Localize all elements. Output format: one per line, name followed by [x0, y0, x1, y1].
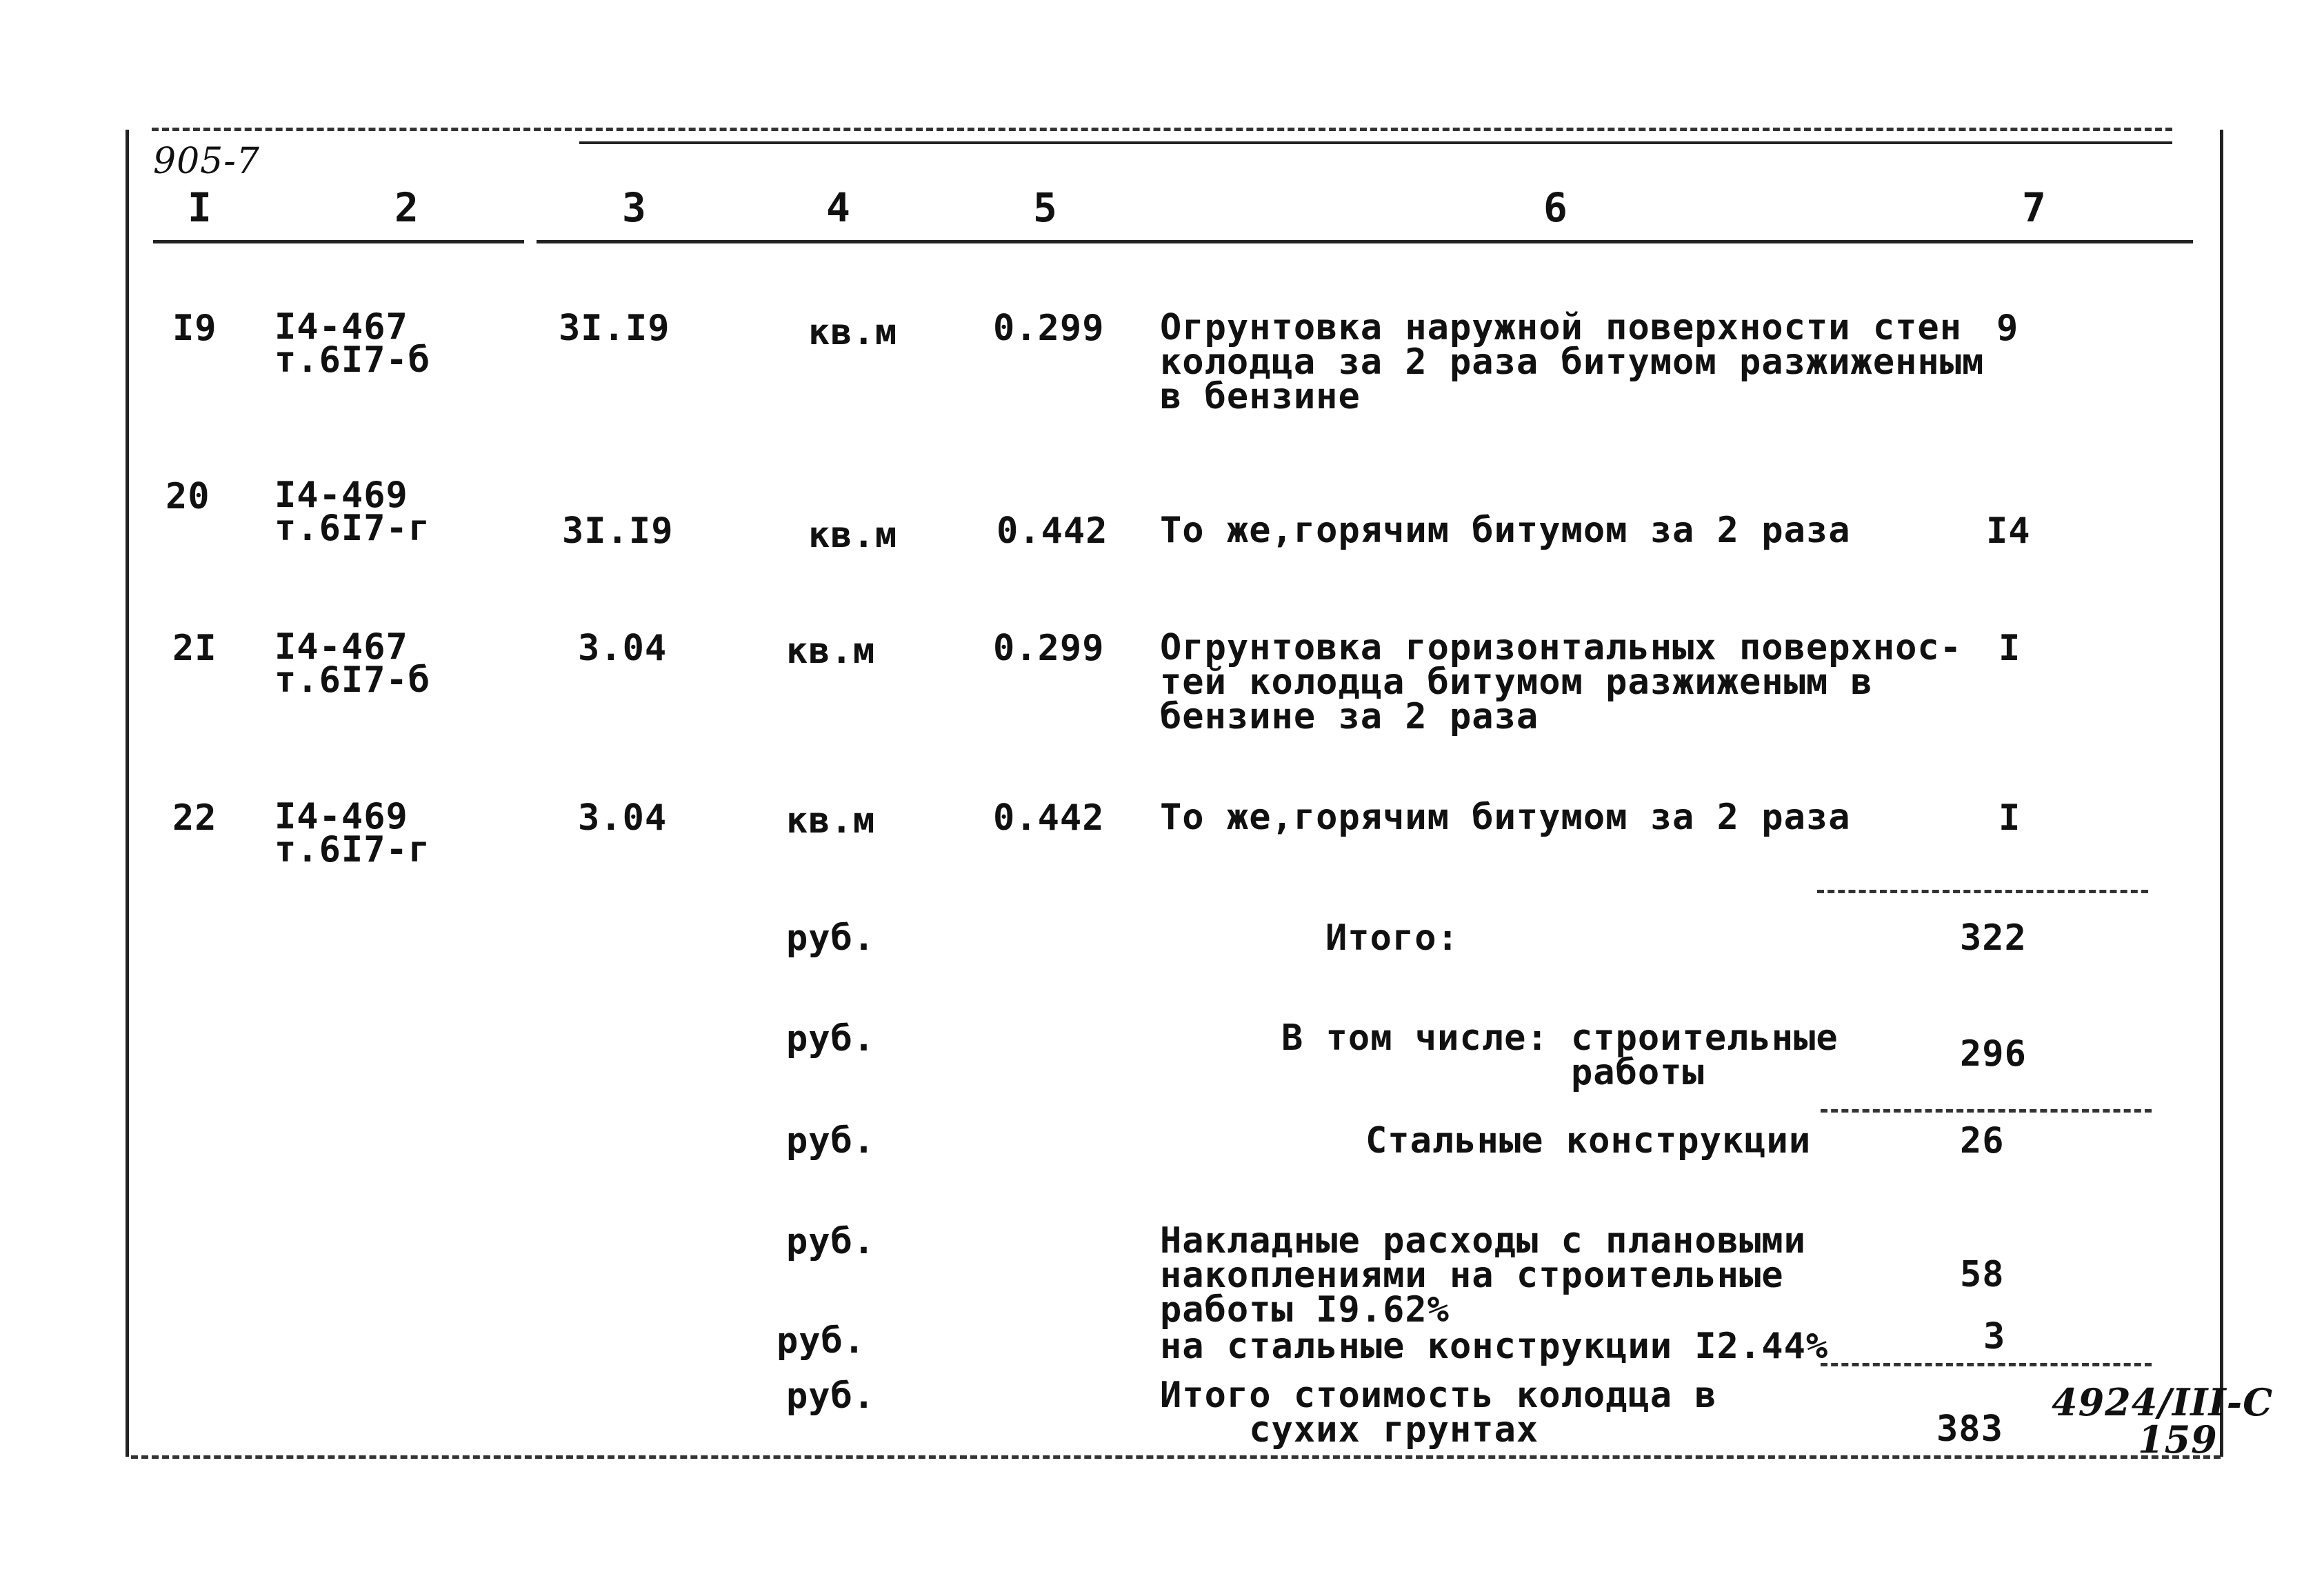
- row-rate: 0.442: [996, 510, 1108, 552]
- archive-stamp-sheet: 159: [2138, 1417, 2218, 1462]
- summary-unit: руб.: [786, 1221, 876, 1262]
- summary-unit: руб.: [786, 1375, 876, 1417]
- row-quantity: 3I.I9: [562, 510, 674, 552]
- row-code: I4-469: [274, 796, 408, 837]
- row-code: I4-469: [274, 475, 408, 516]
- row-description: Огрунтовка горизонтальных поверхнос- тей колодца битумом разжиженым в бензине за 2 раза: [1160, 627, 1963, 737]
- row-cost: I: [1999, 797, 2021, 839]
- row-code-table: т.6I7-г: [274, 508, 431, 549]
- col-header-3: 3: [622, 184, 647, 231]
- row-unit: кв.м: [808, 515, 898, 556]
- row-quantity: 3I.I9: [559, 308, 670, 349]
- row-rate: 0.299: [993, 628, 1105, 669]
- row-cost: 9: [1996, 308, 2019, 349]
- summary-unit: руб.: [786, 1120, 876, 1162]
- summary-unit: руб.: [786, 1018, 876, 1059]
- row-cost: I: [1999, 628, 2021, 669]
- col-header-1: I: [188, 184, 212, 231]
- summary-unit: руб.: [777, 1320, 866, 1362]
- row-unit: кв.м: [786, 800, 876, 841]
- grand-total-rule: [1821, 1363, 2152, 1366]
- summary-value: 58: [1960, 1254, 2005, 1295]
- subtotal-rule: [1821, 1109, 2152, 1113]
- row-code: I4-467: [274, 626, 408, 668]
- row-unit: кв.м: [786, 630, 876, 672]
- top-rule: [152, 128, 2172, 131]
- col-header-6: 6: [1543, 184, 1568, 231]
- row-unit: кв.м: [808, 312, 898, 353]
- summary-label: Итого стоимость колодца в сухих грунтах: [1160, 1375, 1717, 1451]
- col-header-5: 5: [1033, 184, 1058, 231]
- summary-label: Стальные конструкции: [1365, 1120, 1812, 1162]
- row-code-table: т.6I7-г: [274, 829, 431, 870]
- summary-value: 296: [1960, 1033, 2027, 1075]
- row-number: 2I: [172, 628, 217, 669]
- summary-label: В том числе: строительные работы: [1281, 1017, 1839, 1093]
- row-description: То же,горячим битумом за 2 раза: [1160, 510, 1851, 551]
- row-number: 22: [172, 797, 217, 839]
- header-rule-left: [153, 240, 524, 243]
- row-code-table: т.6I7-б: [274, 659, 431, 701]
- summary-value: 322: [1960, 917, 2027, 959]
- row-rate: 0.299: [993, 308, 1105, 349]
- series-code: 905-7: [153, 141, 260, 182]
- col-header-2: 2: [394, 184, 419, 231]
- row-code-table: т.6I7-б: [274, 339, 431, 381]
- row-quantity: 3.04: [578, 628, 668, 669]
- top-rule-solid: [579, 141, 2172, 144]
- header-rule-right: [537, 240, 2193, 243]
- bottom-rule: [131, 1455, 2221, 1459]
- summary-value: 3: [1983, 1316, 2006, 1357]
- col-header-7: 7: [2022, 184, 2047, 231]
- total-rule: [1817, 890, 2148, 893]
- row-rate: 0.442: [993, 797, 1105, 839]
- row-description: Огрунтовка наружной поверхности стен колодца за 2 раза битумом разжиженным в бензине: [1160, 307, 1985, 417]
- archive-stamp: 4924/III-C: [2052, 1380, 2274, 1424]
- row-description: То же,горячим битумом за 2 раза: [1160, 797, 1851, 838]
- summary-label: на стальные конструкции I2.44%: [1160, 1326, 1829, 1367]
- col-header-4: 4: [826, 184, 851, 231]
- row-cost: I4: [1986, 510, 2031, 552]
- row-code: I4-467: [274, 306, 408, 348]
- summary-unit: руб.: [786, 917, 876, 959]
- row-quantity: 3.04: [578, 797, 668, 839]
- summary-label: Накладные расходы с плановыми накоплениями на строительные работы I9.62%: [1160, 1220, 1806, 1331]
- summary-label: Итого:: [1325, 917, 1459, 959]
- row-number: 20: [166, 476, 210, 517]
- row-number: I9: [172, 308, 217, 349]
- summary-value: 383: [1936, 1408, 2003, 1450]
- summary-value: 26: [1960, 1120, 2005, 1162]
